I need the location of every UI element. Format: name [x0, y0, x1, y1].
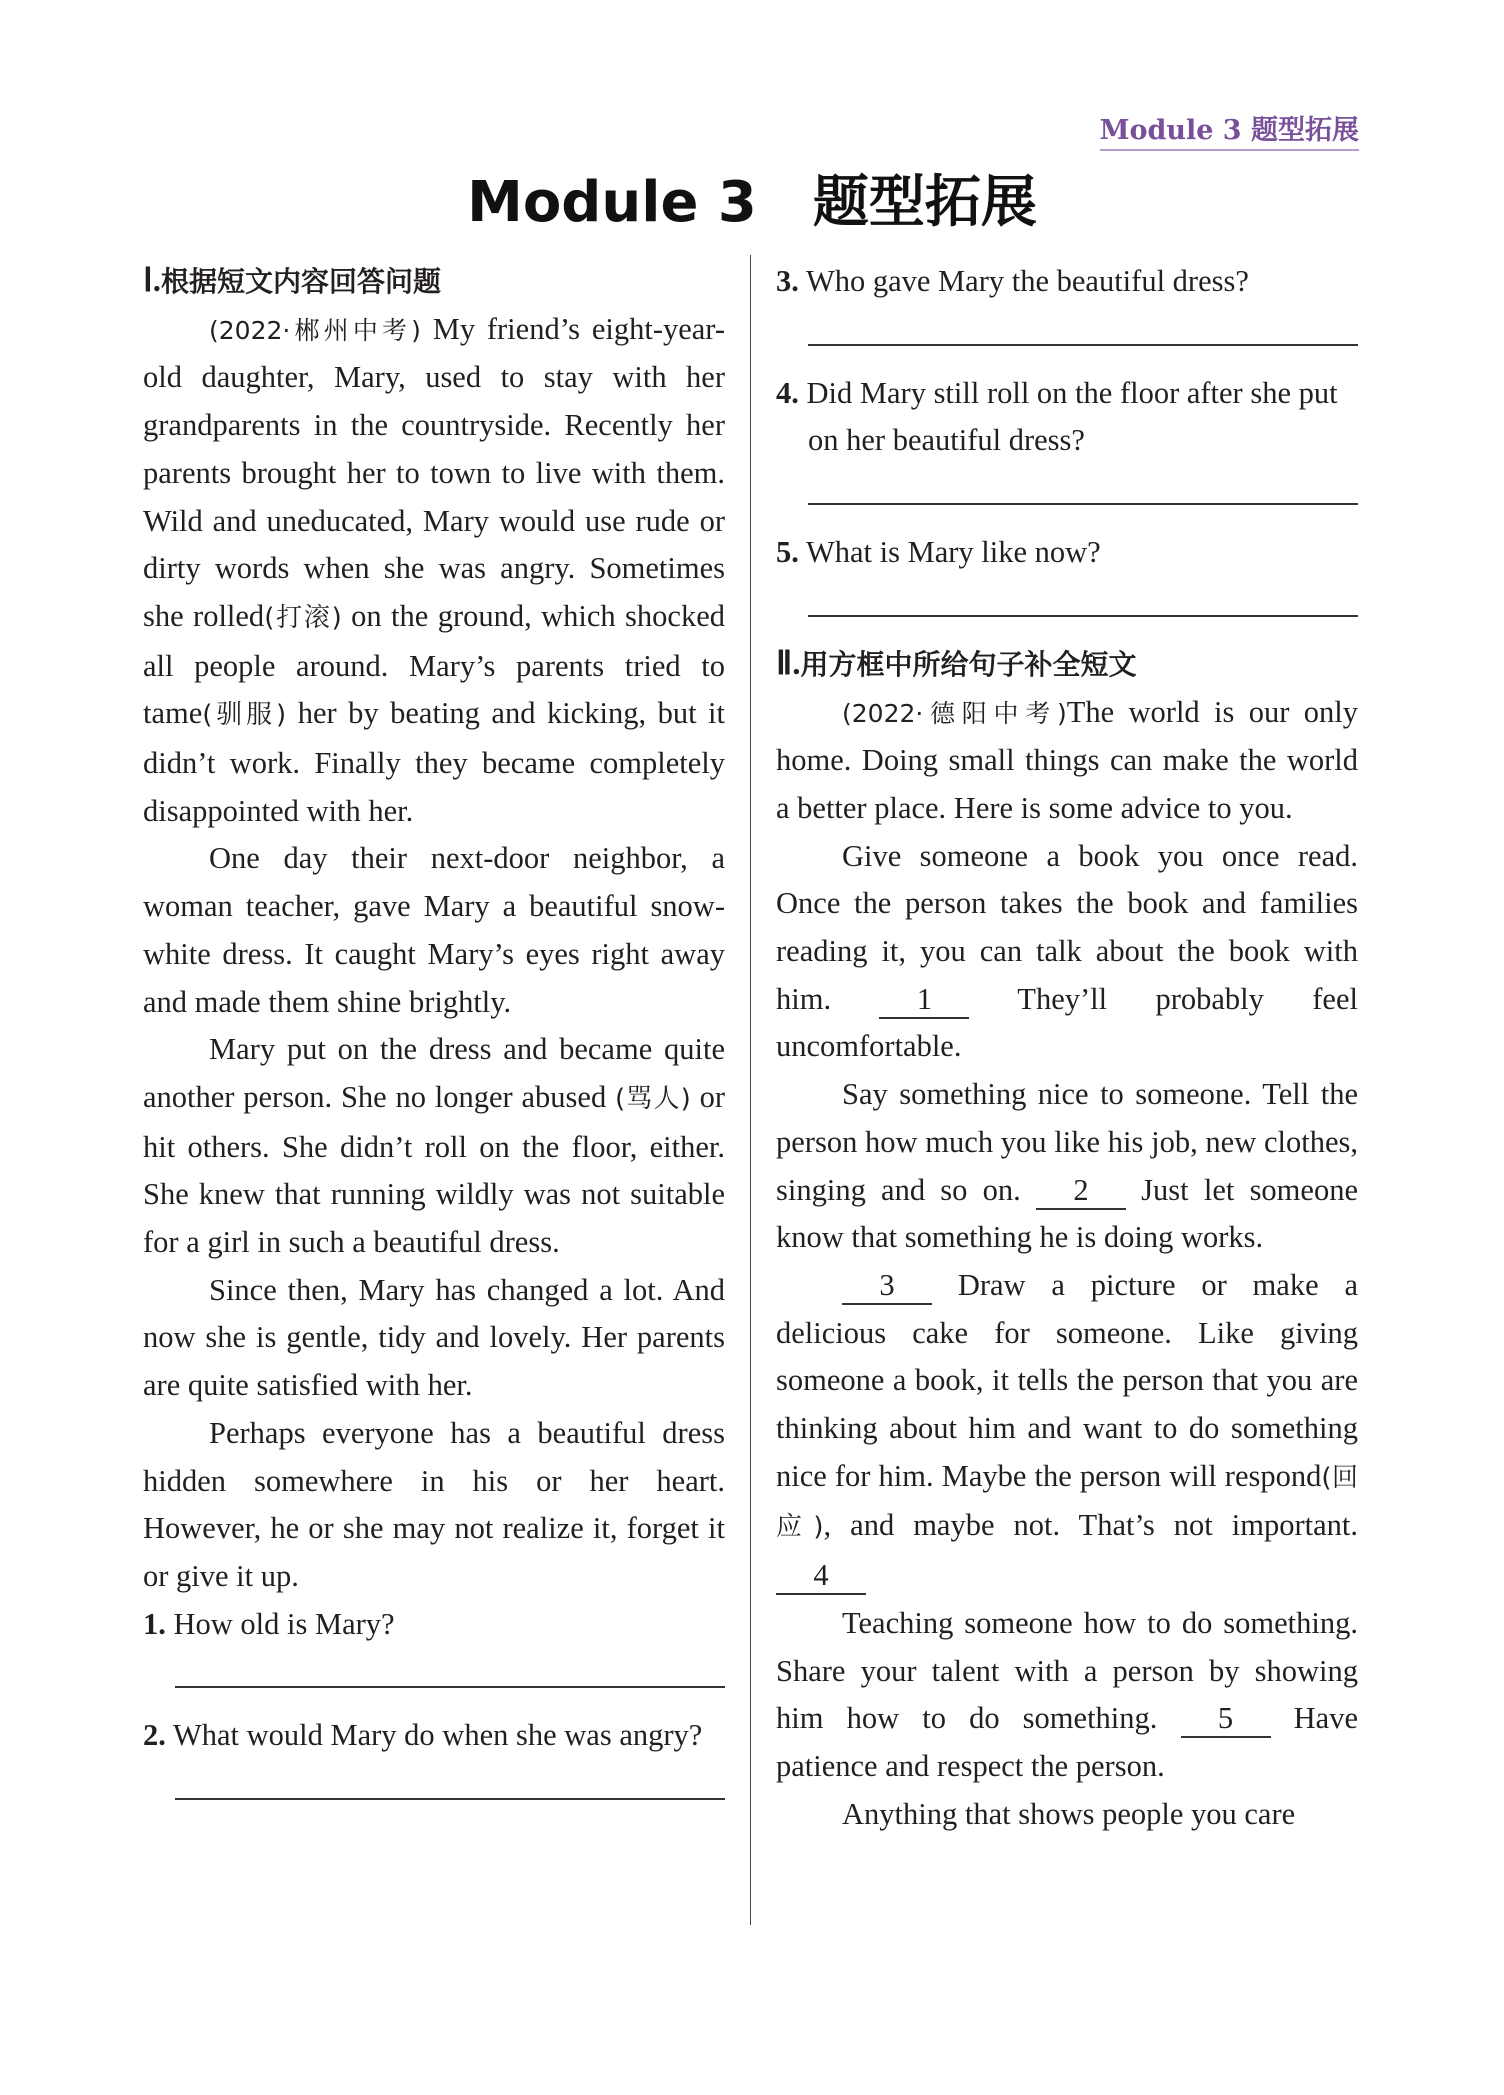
passage-2-paragraph-3: Say something nice to someone. Tell the person how much you like his job, new clothes, singing and so on. 2 Just let someone know that something he is doing works. [776, 1077, 1358, 1255]
section-2-heading [776, 641, 1358, 689]
answer-line-3[interactable] [808, 320, 1358, 346]
passage-1-paragraph-4: Since then, Mary has changed a lot. And now she is gentle, tidy and lovely. Her parents are quite satisfied with her. [143, 1272, 725, 1403]
source-label: (2022·德阳中考) [842, 698, 1067, 728]
source-label: (2022·郴州中考) [209, 315, 421, 345]
question-2: 2. What would Mary do when she was angry? [143, 1718, 703, 1753]
question-1: 1. How old is Mary? [143, 1606, 395, 1641]
passage-1-paragraph-1: (2022·郴州中考) My friend’s eight-year-old daughter, Mary, used to stay with her grandparents in the countryside. Recently her parents brought her to town to live with them. Wild and uneducated, Mary would use rude or dirty words when she was angry. Sometimes she rolled(打滚) on the ground, which shocked all people around. Mary’s parents tried to tame(驯服) her by beating and kicking, but it didn’t work. Finally they became completely disappointed with her. [143, 311, 726, 828]
passage-1-paragraph-5: Perhaps everyone has a beautiful dress hidden somewhere in his or her heart. However, he or she may not realize it, forget it or give it up. [143, 1415, 725, 1593]
question-4: 4. Did Mary still roll on the floor after she put on her beautiful dress? [776, 375, 1338, 458]
section-1-number: Ⅰ. [143, 263, 161, 299]
blank-5[interactable]: 5 [1181, 1700, 1271, 1738]
section-1-title: 根据短文内容回答问题 [160, 265, 441, 298]
passage-2-paragraph-1: (2022·德阳中考)The world is our only home. Doing small things can make the world a better place. Here is some advice to you. [776, 694, 1358, 825]
running-header: Module 3 题型拓展 [1100, 108, 1359, 151]
section-1-heading [143, 258, 725, 306]
passage-2-paragraph-4: 3 Draw a picture or make a delicious cake for someone. Like giving someone a book, it tells the person that you are thinking about him and want to do something nice for him. Maybe the person will respond(回应), and maybe not. That’s not important. 4 [776, 1262, 1358, 1600]
answer-line-1[interactable] [175, 1662, 725, 1688]
gloss-note: (驯服) [202, 700, 287, 731]
passage-2-paragraph-2: Give someone a book you once read. Once the person takes the book and families reading it, you can talk about the book with him. 1 They’ll probably feel uncomfortable. [776, 838, 1358, 1064]
blank-3[interactable]: 3 [842, 1267, 932, 1305]
gloss-note: (回应) [776, 1462, 1358, 1543]
column-divider [750, 255, 751, 1925]
blank-2[interactable]: 2 [1036, 1172, 1126, 1210]
answer-line-5[interactable] [808, 591, 1358, 617]
answer-line-4[interactable] [808, 479, 1358, 505]
passage-1-paragraph-3: Mary put on the dress and became quite another person. She no longer abused (骂人) or hit others. She didn’t roll on the floor, either. She knew that running wildly was not suitable for a girl in such a beautiful dress. [143, 1032, 725, 1260]
question-5: 5. What is Mary like now? [776, 535, 1101, 570]
left-column [143, 258, 725, 1824]
blank-1[interactable]: 1 [879, 981, 969, 1019]
gloss-note: (打滚) [264, 602, 342, 633]
page-title: Module 3 题型拓展 [467, 170, 1037, 235]
blank-4[interactable]: 4 [776, 1557, 866, 1595]
section-2-title: 用方框中所给句子补全短文 [800, 647, 1137, 681]
right-column [776, 258, 1358, 1838]
question-3: 3. Who gave Mary the beautiful dress? [776, 264, 1249, 298]
section-2-number: Ⅱ. [776, 645, 801, 682]
passage-1-paragraph-2: One day their next-door neighbor, a woman teacher, gave Mary a beautiful snow-white dress. It caught Mary’s eyes right away and made them shine brightly. [143, 841, 725, 1019]
gloss-note: (骂人) [615, 1083, 691, 1114]
answer-line-2[interactable] [175, 1774, 725, 1800]
passage-2-paragraph-6: Anything that shows people you care [842, 1796, 1296, 1831]
passage-2-paragraph-5: Teaching someone how to do something. Share your talent with a person by showing him how to do something. 5 Have patience and respect the person. [776, 1605, 1358, 1783]
